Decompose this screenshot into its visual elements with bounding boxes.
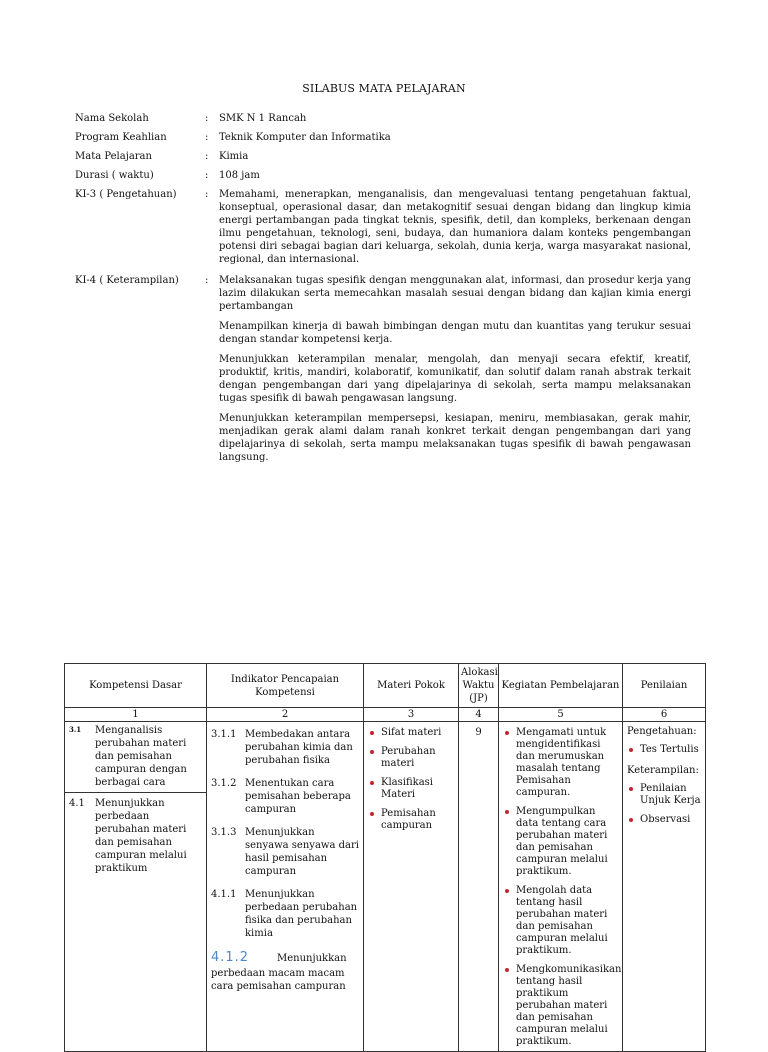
kegiatan-text: Mengumpulkan data tentang cara perubahan materi dan pemisahan campuran melalui praktikum. xyxy=(516,806,608,877)
ki4-paragraph: Menampilkan kinerja di bawah bimbingan dengan mutu dan kuantitas yang terukur sesuai dengan standar kompetensi kerja. xyxy=(219,321,691,345)
kd-text: Menganalisis perubahan materi dan pemisahan campuran dengan berbagai cara xyxy=(95,725,187,788)
ki4-paragraph: Menunjukkan keterampilan menalar, mengolah, dan menyaji secara efektif, kreatif, produktif, kritis, mandiri, kolaboratif, komunikatif, dan solutif dalam ranah abstrak terkait dengan pengembangan dari yang dipelajarinya di sekolah, serta mampu melaksanakan tugas spesifik di bawah pengawasan langsung. xyxy=(219,354,691,404)
indicator-number: 4.1.1 xyxy=(211,889,237,900)
cell-penilaian xyxy=(623,722,706,1052)
keterampilan-list xyxy=(627,783,701,826)
column-number: 5 xyxy=(499,708,623,722)
materi-text: Klasifikasi Materi xyxy=(381,777,433,800)
indicator-text: Menentukan cara pemisahan beberapa campuran xyxy=(245,778,351,815)
indicator-item xyxy=(211,950,359,993)
info-row-ki4 xyxy=(75,274,691,464)
info-label: Nama Sekolah xyxy=(75,113,149,124)
info-row-school xyxy=(75,112,691,125)
indicator-item xyxy=(211,728,359,767)
list-item xyxy=(503,885,618,957)
info-colon: : xyxy=(205,170,209,181)
info-label: Mata Pelajaran xyxy=(75,151,152,162)
info-value: 108 jam xyxy=(219,170,260,181)
ki4-paragraph: Melaksanakan tugas spesifik dengan menggunakan alat, informasi, dan prosedur kerja yang lazim dilakukan serta memecahkan masalah sesuai dengan bidang dan kajian kimia energi pertambangan xyxy=(219,275,691,312)
list-item xyxy=(627,744,701,756)
info-colon: : xyxy=(205,275,209,286)
kegiatan-text: Mengamati untuk mengidentifikasi dan merumuskan masalah tentang Pemisahan campuran. xyxy=(516,727,607,798)
kd-number: 3.1 xyxy=(69,725,82,734)
info-row-subject xyxy=(75,150,691,163)
document-title: SILABUS MATA PELAJARAN xyxy=(302,82,466,95)
header-indikator: Indikator Pencapaian Kompetensi xyxy=(207,664,364,708)
kd-item xyxy=(69,793,202,875)
list-item xyxy=(503,806,618,878)
ki4-paragraph: Menunjukkan keterampilan mempersepsi, kesiapan, meniru, membiasakan, gerak mahir, menjadikan gerak alami dalam ranah konkret terkait dengan pengembangan dari yang dipelajarinya di sekolah, serta mampu melaksanakan tugas spesifik di bawah pengawasan langsung. xyxy=(219,413,691,463)
info-value: SMK N 1 Rancah xyxy=(219,113,307,124)
column-number: 6 xyxy=(623,708,706,722)
bullet-icon xyxy=(629,787,633,791)
bullet-icon xyxy=(505,889,509,893)
info-row-program xyxy=(75,131,691,144)
cell-indikator xyxy=(207,722,364,1052)
bullet-icon xyxy=(370,750,374,754)
bullet-icon xyxy=(505,968,509,972)
materi-text: Pemisahan campuran xyxy=(381,808,436,831)
column-number: 2 xyxy=(207,708,364,722)
indicator-number: 3.1.2 xyxy=(211,778,237,789)
info-colon: : xyxy=(205,132,209,143)
header-materi-pokok: Materi Pokok xyxy=(364,664,459,708)
materi-list xyxy=(368,727,454,832)
kegiatan-text: Mengkomunikasikan tentang hasil praktikum perubahan materi dan pemisahan campuran melalui praktikum. xyxy=(516,964,622,1047)
kd-text: Menunjukkan perbedaan perubahan materi dan pemisahan campuran melalui praktikum xyxy=(95,798,187,874)
indicator-number: 3.1.3 xyxy=(211,827,237,838)
kegiatan-text: Mengolah data tentang hasil perubahan materi dan pemisahan campuran melalui praktikum. xyxy=(516,885,608,956)
list-item xyxy=(368,727,454,739)
indicator-text: Menunjukkan perbedaan perubahan fisika dan perubahan kimia xyxy=(245,889,358,939)
penilaian-text: Penilaian Unjuk Kerja xyxy=(640,783,701,806)
info-value: Memahami, menerapkan, menganalisis, dan mengevaluasi tentang pengetahuan faktual, konseptual, operasional dasar, dan metakognitif sesuai dengan bidang dan lingkup kimia energi pertambangan pada tingkat teknis, spesifik, detil, dan kompleks, berkenaan dengan ilmu pengetahuan, teknologi, seni, budaya, dan humaniora dalam konteks pengembangan potensi diri sebagai bagian dari keluarga, sekolah, dunia kerja, warga masyarakat nasional, regional, dan internasional. xyxy=(219,189,691,265)
bullet-icon xyxy=(629,748,633,752)
syllabus-table xyxy=(64,663,706,1052)
info-label: KI-4 ( Keterampilan) xyxy=(75,275,179,286)
materi-text: Perubahan materi xyxy=(381,746,436,769)
list-item xyxy=(627,783,701,807)
table-row xyxy=(65,722,706,1052)
list-item xyxy=(368,746,454,770)
header-kegiatan: Kegiatan Pembelajaran xyxy=(499,664,623,708)
indicator-item xyxy=(211,777,359,816)
bullet-icon xyxy=(505,731,509,735)
info-label: Program Keahlian xyxy=(75,132,167,143)
kd-item xyxy=(65,724,206,793)
header-alokasi-waktu: Alokasi Waktu (JP) xyxy=(459,664,499,708)
indicator-item xyxy=(211,888,359,940)
info-value-ki4 xyxy=(219,274,691,464)
info-row-ki3 xyxy=(75,188,691,266)
info-label: KI-3 ( Pengetahuan) xyxy=(75,189,177,200)
column-number-row xyxy=(65,708,706,722)
penilaian-text: Tes Tertulis xyxy=(640,744,699,755)
list-item xyxy=(627,814,701,826)
list-item xyxy=(368,808,454,832)
indicator-item xyxy=(211,826,359,878)
cell-kompetensi-dasar xyxy=(65,722,207,1052)
column-number: 4 xyxy=(459,708,499,722)
info-colon: : xyxy=(205,113,209,124)
list-item xyxy=(503,727,618,799)
header-kompetensi-dasar: Kompetensi Dasar xyxy=(65,664,207,708)
identity-section xyxy=(75,112,691,470)
list-item xyxy=(503,964,622,1048)
info-value: Teknik Komputer dan Informatika xyxy=(219,132,391,143)
column-number: 3 xyxy=(364,708,459,722)
indicator-text: Membedakan antara perubahan kimia dan perubahan fisika xyxy=(245,729,353,766)
penilaian-text: Observasi xyxy=(640,814,691,825)
indicator-number: 3.1.1 xyxy=(211,729,237,740)
bullet-icon xyxy=(629,818,633,822)
info-label: Durasi ( waktu) xyxy=(75,170,154,181)
list-item xyxy=(368,777,454,801)
cell-alokasi-waktu: 9 xyxy=(459,722,499,1052)
info-row-duration xyxy=(75,169,691,182)
info-value: Kimia xyxy=(219,151,249,162)
materi-text: Sifat materi xyxy=(381,727,442,738)
penilaian-heading: Keterampilan: xyxy=(627,765,699,776)
pengetahuan-list xyxy=(627,744,701,756)
indicator-text: Menunjukkan senyawa senyawa dari hasil pemisahan campuran xyxy=(245,827,359,877)
indicator-text: Menunjukkan perbedaan macam macam cara pemisahan campuran xyxy=(211,953,347,992)
penilaian-heading: Pengetahuan: xyxy=(627,726,697,737)
header-penilaian: Penilaian xyxy=(623,664,706,708)
kd-number: 4.1 xyxy=(69,798,85,809)
bullet-icon xyxy=(370,781,374,785)
cell-kegiatan xyxy=(499,722,623,1052)
indicator-number: 4.1.2 xyxy=(211,950,250,965)
table-header-row xyxy=(65,664,706,708)
info-colon: : xyxy=(205,151,209,162)
bullet-icon xyxy=(370,731,374,735)
bullet-icon xyxy=(505,810,509,814)
column-number: 1 xyxy=(65,708,207,722)
info-colon: : xyxy=(205,189,209,200)
bullet-icon xyxy=(370,812,374,816)
cell-materi-pokok xyxy=(364,722,459,1052)
kegiatan-list xyxy=(503,727,622,1048)
